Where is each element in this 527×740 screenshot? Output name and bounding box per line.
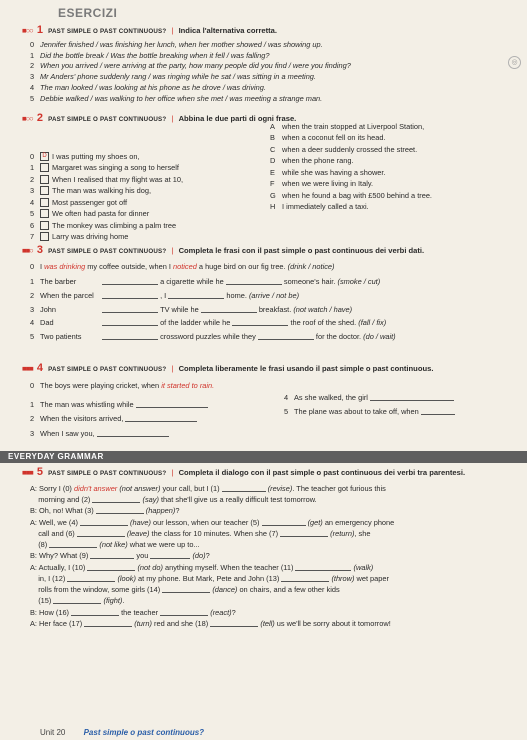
option-letter: A xyxy=(270,122,275,131)
exercise-1-lines xyxy=(22,40,518,103)
answer-box[interactable] xyxy=(40,221,49,230)
verb-hint: (do / wait) xyxy=(363,332,396,341)
answer-blank[interactable] xyxy=(370,393,454,401)
answer-blank[interactable] xyxy=(210,619,258,627)
option-letter: E xyxy=(270,167,275,177)
verb-hint: (fall / fix) xyxy=(358,318,387,328)
exercise-1-line xyxy=(30,40,518,49)
sentence-text: When I saw you, xyxy=(40,428,95,438)
exercise-2-left-column xyxy=(30,152,280,244)
dialogue-text: anything myself. When the teacher (11) xyxy=(162,562,296,572)
sentence-part: Dad xyxy=(40,318,54,328)
answer-blank[interactable] xyxy=(232,318,288,326)
exercise-3-header: ■■○ 3 PAST SIMPLE O PAST CONTINUOUS? | Completa le frasi con il past simple o past continuous dei verbi dati. xyxy=(22,244,425,256)
exercise-2-right-column xyxy=(270,122,520,214)
verb-hint: (not watch / have) xyxy=(293,304,353,314)
exercise-instruction: Indica l'alternativa corretta. xyxy=(178,26,278,35)
line-number: 5 xyxy=(30,209,35,219)
exercise-label: PAST SIMPLE O PAST CONTINUOUS? xyxy=(48,366,167,373)
line-number: 5 xyxy=(284,407,289,417)
sentence-text: Larry was driving home xyxy=(52,232,129,242)
sentence-text: Most passenger got off xyxy=(52,197,128,207)
exercise-2 xyxy=(22,112,518,242)
exercise-1-line xyxy=(30,61,518,70)
match-left-item xyxy=(30,186,280,195)
answer-blank[interactable] xyxy=(160,608,208,616)
sentence-part: The barber xyxy=(40,277,77,286)
answer-blank[interactable] xyxy=(226,277,282,285)
difficulty-dots: ■○○ xyxy=(22,26,33,35)
dialogue-line xyxy=(30,518,518,527)
dialogue-line xyxy=(30,619,518,628)
exercise-3-line xyxy=(30,332,518,341)
sentence-text[interactable]: Mr Anders' phone suddenly rang / was ringing while he sat / was sitting in a meeting. xyxy=(40,72,316,82)
sentence-text[interactable]: Did the bottle break / Was the bottle breaking when it fell / was falling? xyxy=(40,50,270,60)
answer-blank[interactable] xyxy=(102,277,158,285)
unit-topic: Past simple o past continuous? xyxy=(83,728,205,737)
answer-blank[interactable] xyxy=(53,596,101,604)
dialogue-text: the class for 10 minutes. When she (7) xyxy=(149,528,281,538)
answer-blank[interactable] xyxy=(295,563,351,571)
line-number: 2 xyxy=(30,290,35,300)
sentence-part: a cigarette while he xyxy=(160,277,224,286)
exercise-1-line xyxy=(30,94,518,103)
answer-blank[interactable] xyxy=(280,529,328,537)
dialogue-text: at my phone. But Mark, Pete and John (13) xyxy=(135,573,282,583)
answer-box[interactable] xyxy=(40,209,49,218)
sentence-text: We often had pasta for dinner xyxy=(52,209,150,219)
line-number: 4 xyxy=(30,83,35,93)
verb-hint: (have) xyxy=(130,517,151,527)
match-right-item xyxy=(270,156,520,165)
sentence-text: When the visitors arrived, xyxy=(40,414,124,424)
dialogue-text: wet paper xyxy=(354,573,389,583)
verb-hint: (happen) xyxy=(145,506,176,516)
exercise-1-header: ■○○ 1 PAST SIMPLE O PAST CONTINUOUS? | Indica l'alternativa corretta. xyxy=(22,24,278,36)
difficulty-dots: ■■■ xyxy=(22,364,33,373)
line-number: 1 xyxy=(30,400,35,409)
line-number: 5 xyxy=(30,332,35,341)
dialogue-text: us we'll be sorry about it tomorrow! xyxy=(274,618,391,628)
exercise-1-line xyxy=(30,72,518,81)
example-answer: noticed xyxy=(173,261,197,271)
sentence-text[interactable]: Jennifer finished / was finishing her lunch, when her mother showed / was showing up. xyxy=(40,39,323,49)
sentence-part: Two patients xyxy=(40,332,82,341)
exercise-label: PAST SIMPLE O PAST CONTINUOUS? xyxy=(48,28,167,35)
answer-blank[interactable] xyxy=(281,574,329,582)
answer-blank[interactable] xyxy=(262,518,306,526)
sentence-part: for the doctor. xyxy=(315,332,362,341)
match-left-item xyxy=(30,152,280,161)
dialogue-line xyxy=(30,574,518,583)
line-number: 2 xyxy=(30,414,35,424)
dialogue-text: B: Why? What (9) xyxy=(30,551,91,561)
match-right-item xyxy=(270,122,520,131)
sentence-text: I was putting my shoes on, xyxy=(52,152,140,161)
option-letter: B xyxy=(270,133,275,143)
example-answer: it started to rain. xyxy=(161,380,215,390)
sentence-part: , I xyxy=(160,290,167,300)
exercise-3-line xyxy=(30,277,518,286)
verb-hint: (turn) xyxy=(134,618,152,628)
exercise-instruction: Abbina le due parti di ogni frase. xyxy=(178,114,297,123)
option-text: while she was having a shower. xyxy=(282,167,386,177)
dialogue-text: . xyxy=(122,596,125,606)
audio-icon: ◎ xyxy=(508,56,521,69)
verb-hint: (walk) xyxy=(353,562,374,572)
dialogue-text: ? xyxy=(175,506,180,516)
sentence-text: When I realised that my flight was at 10, xyxy=(52,174,184,184)
dialogue-text: rolls from the window, some girls (14) xyxy=(30,585,163,594)
exercise-3 xyxy=(22,244,518,346)
verb-hint: (smoke / cut) xyxy=(337,277,381,286)
answer-box[interactable] xyxy=(40,163,49,172)
exercise-4-line xyxy=(30,429,270,438)
exercise-1-line xyxy=(30,83,518,92)
exercise-instruction: Completa il dialogo con il past simple o past continuous dei verbi tra parentesi. xyxy=(178,468,466,477)
dialogue-text: on chairs, and a few other kids xyxy=(237,585,340,594)
exercise-3-lines xyxy=(30,277,518,341)
answer-box[interactable]: D xyxy=(40,152,49,161)
line-number: 2 xyxy=(30,61,35,71)
match-left-item xyxy=(30,163,280,172)
exercise-label: PAST SIMPLE O PAST CONTINUOUS? xyxy=(48,116,167,123)
exercise-2-header: ■○○ 2 PAST SIMPLE O PAST CONTINUOUS? | Abbina le due parti di ogni frase. xyxy=(22,112,297,124)
verb-hint: (not do) xyxy=(137,562,163,572)
dialogue-text: (15) xyxy=(30,596,54,606)
line-number: 3 xyxy=(30,72,35,82)
dialogue-text: the teacher xyxy=(119,607,161,617)
line-number: 4 xyxy=(30,197,35,207)
match-right-item xyxy=(270,133,520,142)
answer-blank[interactable] xyxy=(90,551,134,559)
answer-blank[interactable] xyxy=(71,608,119,616)
match-right-item xyxy=(270,202,520,211)
sentence-text: Margaret was singing a song to herself xyxy=(52,163,179,173)
verb-hint: (react) xyxy=(210,607,232,617)
answer-blank[interactable] xyxy=(201,305,257,313)
exercise-number: 2 xyxy=(36,112,44,124)
dialogue-text: . The teacher got furious this xyxy=(292,483,386,493)
answer-blank[interactable] xyxy=(136,400,208,408)
exercise-instruction: Completa le frasi con il past simple o past continuous dei verbi dati. xyxy=(178,246,425,255)
sentence-part: breakfast. xyxy=(258,304,292,314)
exercise-1-line xyxy=(30,51,518,60)
exercise-4-line xyxy=(30,414,270,423)
exercise-number: 4 xyxy=(36,362,44,374)
exercise-number: 3 xyxy=(36,244,44,256)
exercise-5 xyxy=(22,466,518,630)
option-letter: H xyxy=(270,202,276,212)
dialogue-text: (8) xyxy=(30,540,50,549)
verb-hint: (not answer) xyxy=(119,483,161,493)
exercise-4-right-column xyxy=(284,393,524,422)
sentence-text: The man was whistling while xyxy=(40,400,134,409)
dialogue-text: ? xyxy=(205,551,210,561)
line-number: 0 xyxy=(30,152,35,161)
dialogue-line xyxy=(30,495,518,504)
dialogue-text: ? xyxy=(231,607,236,617)
option-text: when we were living in Italy. xyxy=(282,179,374,189)
dialogue-text: A: Her face (17) xyxy=(30,618,85,628)
answer-blank[interactable] xyxy=(150,551,190,559)
dialogue-line xyxy=(30,608,518,617)
page-footer xyxy=(40,728,204,738)
dialogue-line xyxy=(30,585,518,594)
exercise-4-header: ■■■ 4 PAST SIMPLE O PAST CONTINUOUS? | Completa liberamente le frasi usando il past simple o past continuous. xyxy=(22,362,434,374)
line-number: 4 xyxy=(30,318,35,328)
exercise-3-example: 0 I was drinking my coffee outside, when I noticed a huge bird on our fig tree. (drink / notice) xyxy=(30,261,335,271)
verb-hint: (not like) xyxy=(99,540,128,549)
exercise-1 xyxy=(22,24,518,105)
line-number: 1 xyxy=(30,50,35,60)
exercise-3-line xyxy=(30,305,518,314)
answer-blank[interactable] xyxy=(49,540,97,548)
answer-blank[interactable] xyxy=(87,563,135,571)
exercise-3-line xyxy=(30,291,518,300)
difficulty-dots: ■■■ xyxy=(22,468,33,477)
option-text: when the train stopped at Liverpool Station, xyxy=(282,122,425,131)
verb-hint: (leave) xyxy=(126,528,150,538)
exercise-label: PAST SIMPLE O PAST CONTINUOUS? xyxy=(48,470,167,477)
exercise-4-line xyxy=(284,407,524,416)
answer-blank[interactable] xyxy=(421,407,455,415)
match-right-item xyxy=(270,145,520,154)
exercise-5-dialogue xyxy=(30,484,518,628)
verb-hint: (fight) xyxy=(103,596,123,606)
exercise-label: PAST SIMPLE O PAST CONTINUOUS? xyxy=(48,248,167,255)
sentence-part: When the parcel xyxy=(40,290,94,300)
dialogue-line xyxy=(30,506,518,515)
line-number: 3 xyxy=(30,428,35,438)
dialogue-text: in, I (12) xyxy=(30,573,68,583)
option-text: when a coconut fell on its head. xyxy=(282,133,386,143)
sentence-part: John xyxy=(40,304,57,314)
sentence-part: someone's hair. xyxy=(283,277,336,286)
exercise-instruction: Completa liberamente le frasi usando il past simple o past continuous. xyxy=(178,364,434,373)
answer-box[interactable] xyxy=(40,198,49,207)
verb-hint: (revise) xyxy=(267,483,293,493)
everyday-grammar-banner: EVERYDAY GRAMMAR xyxy=(0,451,527,463)
dialogue-text: what we were up to... xyxy=(127,540,200,549)
sentence-text: The monkey was climbing a palm tree xyxy=(52,220,177,230)
dialogue-text: your call, but I (1) xyxy=(160,483,222,493)
dialogue-text: that she'll give us a really difficult test tomorrow. xyxy=(158,495,317,504)
line-number: 5 xyxy=(30,93,35,103)
answer-blank[interactable] xyxy=(102,305,158,313)
exercise-4-line xyxy=(284,393,524,402)
option-text: when he found a bag with £500 behind a tree. xyxy=(282,190,432,200)
line-number: 0 xyxy=(30,39,35,49)
answer-box[interactable] xyxy=(40,175,49,184)
line-number: 2 xyxy=(30,174,35,184)
dialogue-line xyxy=(30,484,518,493)
answer-box[interactable] xyxy=(40,186,49,195)
verb-hint: (do) xyxy=(192,551,206,561)
sentence-text[interactable]: Debbie walked / was walking to her office when she met / was meeting a strange man. xyxy=(40,93,323,103)
line-number: 3 xyxy=(30,186,35,196)
option-letter: C xyxy=(270,144,276,154)
match-right-item xyxy=(270,191,520,200)
dialogue-text: B: Oh, no! What (3) xyxy=(30,506,96,516)
verb-hint: (get) xyxy=(307,517,323,527)
match-right-item xyxy=(270,179,520,188)
option-letter: G xyxy=(270,190,276,200)
answer-blank[interactable] xyxy=(96,506,144,514)
answer-blank[interactable] xyxy=(125,414,197,422)
answer-blank[interactable] xyxy=(222,484,266,492)
line-number: 6 xyxy=(30,220,35,230)
answer-box[interactable] xyxy=(40,232,49,241)
sentence-text: As she walked, the girl xyxy=(294,393,368,402)
exercise-4-left-column xyxy=(30,400,270,443)
dialogue-text: an emergency phone xyxy=(322,517,395,527)
match-left-item xyxy=(30,221,280,230)
line-number: 3 xyxy=(30,304,35,314)
exercise-4-line xyxy=(30,400,270,409)
dialogue-line xyxy=(30,529,518,538)
match-right-item xyxy=(270,168,520,177)
dialogue-line xyxy=(30,563,518,572)
answer-blank[interactable] xyxy=(258,332,314,340)
verb-hint: (dance) xyxy=(212,585,238,594)
line-number: 1 xyxy=(30,277,35,286)
example-answer: was drinking xyxy=(44,261,86,271)
dialogue-line xyxy=(30,596,518,605)
exercise-4-example: 0 The boys were playing cricket, when it started to rain. xyxy=(30,380,215,390)
verb-hint: (return) xyxy=(330,528,355,538)
sentence-text: The man was walking his dog, xyxy=(52,186,152,196)
sentence-text[interactable]: The man looked / was looking at his phone as he drove / was driving. xyxy=(40,83,266,93)
match-left-item xyxy=(30,209,280,218)
answer-blank[interactable] xyxy=(102,332,158,340)
option-text: I immediately called a taxi. xyxy=(282,202,369,212)
exercise-4 xyxy=(22,362,518,438)
option-text: when a deer suddenly crossed the street. xyxy=(282,144,418,154)
option-letter: F xyxy=(270,179,275,189)
option-letter: D xyxy=(270,156,276,166)
match-left-item xyxy=(30,232,280,241)
answer-blank[interactable] xyxy=(92,495,140,503)
exercise-3-line xyxy=(30,318,518,327)
dialogue-text: our lesson, when our teacher (5) xyxy=(150,517,262,527)
verb-hint: (say) xyxy=(142,495,159,504)
sentence-part: home. xyxy=(226,290,247,300)
answer-blank[interactable] xyxy=(102,318,158,326)
example-answer: didn't answer xyxy=(73,483,118,493)
sentence-part: the roof of the shed. xyxy=(290,318,357,328)
exercise-5-header: ■■■ 5 PAST SIMPLE O PAST CONTINUOUS? | Completa il dialogo con il past simple o past continuous dei verbi tra parentesi. xyxy=(22,466,466,478)
sentence-part: of the ladder while he xyxy=(160,318,231,328)
dialogue-text: , she xyxy=(354,528,371,538)
sentence-text[interactable]: When you arrived / were arriving at the party, how many people did you find / were you finding? xyxy=(40,61,351,71)
match-left-item xyxy=(30,198,280,207)
dialogue-text: you xyxy=(134,551,151,561)
dialogue-line xyxy=(30,551,518,560)
verb-hint: (throw) xyxy=(331,573,355,583)
verb-hint: (arrive / not be) xyxy=(248,290,300,300)
answer-blank[interactable] xyxy=(162,585,210,593)
verb-hint: (look) xyxy=(117,573,136,583)
dialogue-text: A: Actually, I (10) xyxy=(30,562,88,572)
exercise-number: 1 xyxy=(36,24,44,36)
answer-blank[interactable] xyxy=(77,529,125,537)
dialogue-text: B: How (16) xyxy=(30,607,72,617)
line-number: 1 xyxy=(30,163,35,173)
sentence-text: The plane was about to take off, when xyxy=(294,407,419,417)
match-left-item xyxy=(30,175,280,184)
unit-number: Unit 20 xyxy=(40,728,66,737)
dialogue-line xyxy=(30,540,518,549)
dialogue-text: A: Sorry I (0) xyxy=(30,483,74,493)
dialogue-text: call and (6) xyxy=(30,528,77,538)
answer-blank[interactable] xyxy=(67,574,115,582)
dialogue-text: morning and (2) xyxy=(30,495,93,504)
answer-blank[interactable] xyxy=(102,291,158,299)
answer-blank[interactable] xyxy=(168,291,224,299)
answer-blank[interactable] xyxy=(80,518,128,526)
verb-hint: (tell) xyxy=(260,618,275,628)
answer-blank[interactable] xyxy=(84,619,132,627)
answer-blank[interactable] xyxy=(97,429,169,437)
difficulty-dots: ■■○ xyxy=(22,246,33,255)
option-text: when the phone rang. xyxy=(282,156,354,166)
dialogue-text: A: Well, we (4) xyxy=(30,517,80,527)
line-number: 4 xyxy=(284,393,289,402)
dialogue-text: red and she (18) xyxy=(151,618,211,628)
exercise-number: 5 xyxy=(36,466,44,478)
sentence-part: TV while he xyxy=(160,304,199,314)
difficulty-dots: ■○○ xyxy=(22,114,33,123)
section-title: ESERCIZI xyxy=(58,6,118,20)
sentence-part: crossword puzzles while they xyxy=(160,332,256,341)
line-number: 7 xyxy=(30,232,35,242)
